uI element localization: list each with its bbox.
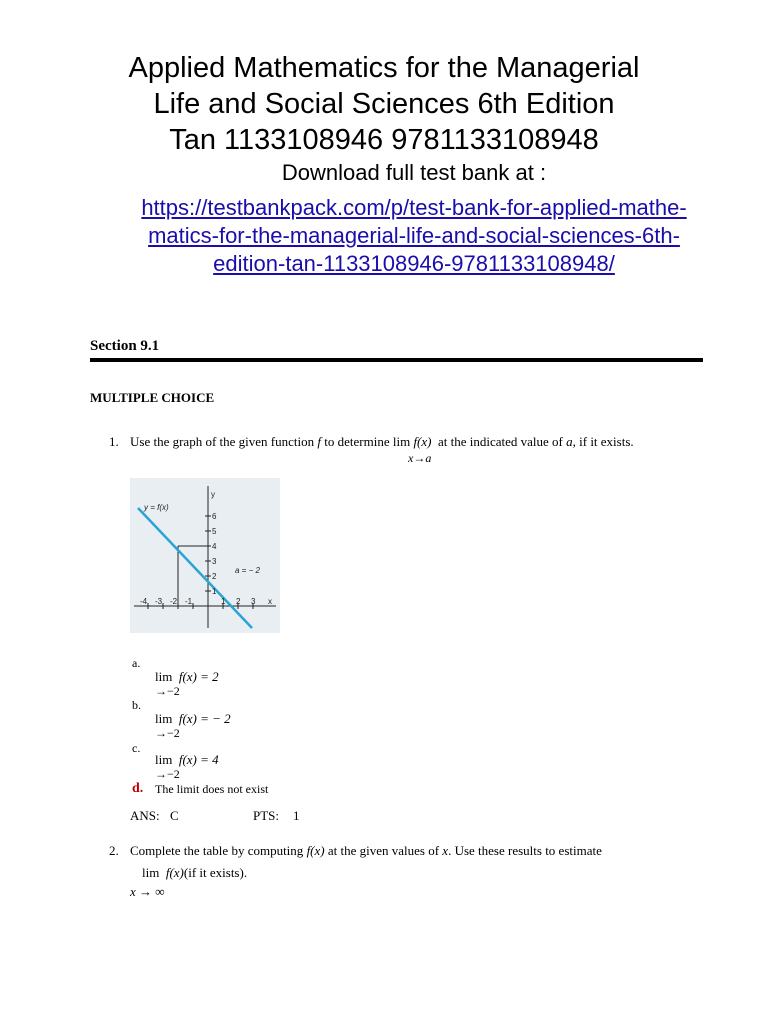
y-tick-3: 3 — [212, 557, 217, 566]
choice-b-letter: b. — [132, 698, 141, 712]
question-2-text: Complete the table by computing f(x) at the given values of x. Use these results to estimate — [130, 843, 602, 858]
choice-c-sub: →−2 — [155, 767, 180, 781]
q1-fx: f(x) — [413, 434, 432, 449]
section-title: Section 9.1 — [90, 338, 160, 354]
graph-label-a: a = − 2 — [235, 566, 260, 575]
link-line-2[interactable]: matics-for-the-managerial-life-and-social-sciences-6th- — [148, 223, 680, 248]
points-label: PTS: — [253, 808, 280, 823]
q1-text-c: at the indicated value of — [437, 434, 563, 449]
x-axis-label: x — [268, 597, 272, 606]
title-line-1: Applied Mathematics for the Managerial — [128, 52, 640, 84]
choice-a-letter: a. — [132, 656, 141, 670]
choice-b-sub: →−2 — [155, 726, 180, 740]
q1-fn: f — [317, 434, 321, 449]
q1-text-d: , if it exists. — [572, 434, 634, 449]
q1-lim-subscript: x→a — [408, 451, 432, 465]
question-1-number: 1. — [109, 434, 119, 449]
choice-c-expr: lim f(x) = 4 — [155, 752, 219, 767]
answer-value: C — [170, 808, 179, 823]
q1-text-a: Use the graph of the given function — [130, 434, 315, 449]
title-line-2: Life and Social Sciences 6th Edition — [153, 88, 615, 120]
choice-a-sub: →−2 — [155, 684, 180, 698]
graph-label-fn: y = f(x) — [144, 503, 169, 512]
link-line-3[interactable]: edition-tan-1133108946-9781133108948/ — [213, 251, 615, 276]
x-tick-3: 3 — [251, 597, 256, 606]
y-tick-2: 2 — [212, 572, 217, 581]
link-line-1[interactable]: https://testbankpack.com/p/test-bank-for-applied-mathe- — [141, 195, 687, 220]
testbank-link[interactable] — [0, 194, 768, 278]
y-tick-1: 1 — [212, 587, 217, 596]
download-text: Download full test bank at : — [281, 160, 547, 185]
section-subtitle: MULTIPLE CHOICE — [90, 390, 215, 405]
function-graph — [130, 478, 280, 633]
answer-label: ANS: — [130, 808, 160, 823]
question-2-number: 2. — [109, 843, 119, 858]
x-tick-1: 1 — [221, 597, 226, 606]
q1-lim: lim — [392, 434, 411, 449]
choice-c-letter: c. — [132, 741, 141, 755]
q1-a-var: a — [566, 434, 573, 449]
y-tick-5: 5 — [212, 527, 217, 536]
q1-text-b: to determine — [324, 434, 390, 449]
document-title — [0, 50, 768, 158]
x-tick-neg1: -1 — [185, 597, 193, 606]
question-1-text — [130, 434, 634, 450]
x-tick-neg4: -4 — [140, 597, 148, 606]
x-tick-neg3: -3 — [155, 597, 163, 606]
title-line-3: Tan 1133108946 9781133108948 — [169, 124, 599, 156]
choice-a-expr: lim f(x) = 2 — [155, 669, 219, 684]
points-value: 1 — [293, 808, 300, 823]
choice-d-letter: d. — [132, 781, 144, 796]
choice-d-text: The limit does not exist — [155, 782, 269, 796]
question-2-lim-sub: x → ∞ — [130, 884, 165, 899]
y-tick-6: 6 — [212, 512, 217, 521]
x-tick-neg2: -2 — [170, 597, 178, 606]
y-tick-4: 4 — [212, 542, 217, 551]
x-tick-2: 2 — [236, 597, 241, 606]
section-divider — [90, 358, 703, 362]
choice-b-expr: lim f(x) = − 2 — [155, 711, 231, 726]
graph-svg — [130, 478, 280, 633]
y-axis-label: y — [211, 490, 215, 499]
question-2-lim: lim f(x)(if it exists). — [142, 865, 248, 880]
